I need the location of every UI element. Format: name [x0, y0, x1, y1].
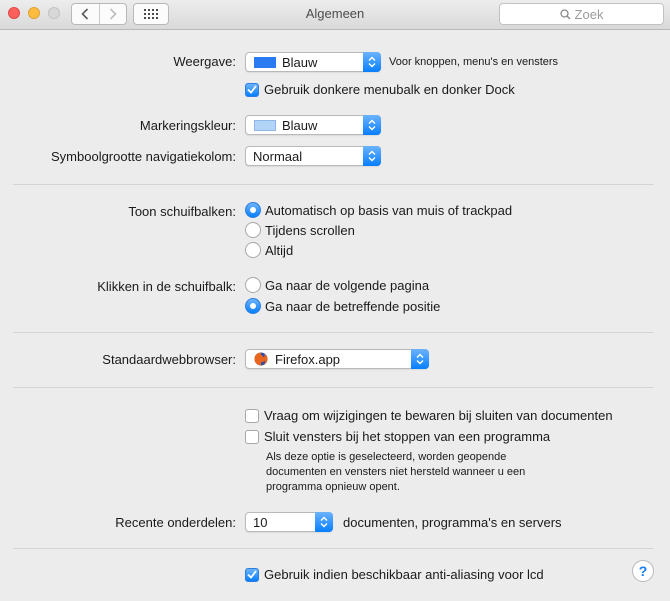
- help-button[interactable]: [632, 560, 654, 582]
- highlight-popup[interactable]: [245, 115, 381, 135]
- appearance-popup[interactable]: [245, 52, 381, 72]
- search-placeholder: Zoek: [574, 6, 604, 22]
- close-windows-checkbox[interactable]: [245, 429, 550, 444]
- highlight-label: Markeringskleur:: [139, 118, 236, 133]
- scroll-click-option-label: Ga naar de betreffende positie: [265, 298, 441, 314]
- appearance-value: Blauw: [282, 54, 318, 70]
- popup-arrows-icon: [363, 146, 381, 166]
- checkbox-checked-icon: [245, 83, 259, 97]
- divider: [13, 548, 654, 549]
- search-input[interactable]: [499, 3, 664, 25]
- dark-menu-label: Gebruik donkere menubalk en donker Dock: [264, 82, 515, 97]
- window-title: Algemeen: [305, 6, 365, 21]
- scrollbars-option-label: Tijdens scrollen: [265, 222, 355, 238]
- popup-arrows-icon: [315, 512, 333, 532]
- scrollbars-radio-when-scrolling[interactable]: [245, 222, 355, 238]
- scrollbars-label: Toon schuifbalken:: [128, 204, 236, 219]
- scroll-click-label: Klikken in de schuifbalk:: [97, 279, 236, 294]
- scroll-click-radio-next-page[interactable]: [245, 277, 429, 293]
- scroll-click-option-label: Ga naar de volgende pagina: [265, 277, 430, 293]
- sidebar-icon-size-label: Symboolgrootte navigatiekolom:: [51, 149, 236, 164]
- ask-keep-changes-label: Vraag om wijzigingen te bewaren bij sluiten van documenten: [264, 408, 613, 423]
- divider: [13, 184, 654, 185]
- checkbox-checked-icon: [245, 568, 259, 582]
- radio-selected-icon: [245, 202, 261, 218]
- browser-label: Standaardwebbrowser:: [102, 352, 236, 367]
- browser-value: Firefox.app: [275, 351, 341, 367]
- scrollbars-radio-always[interactable]: [245, 242, 293, 258]
- recent-items-popup[interactable]: [245, 512, 333, 532]
- search-icon: [560, 9, 571, 20]
- popup-arrows-icon: [363, 115, 381, 135]
- recent-items-suffix: documenten, programma's en servers: [343, 515, 562, 530]
- browser-popup[interactable]: [245, 349, 429, 369]
- popup-arrows-icon: [363, 52, 381, 72]
- highlight-value: Blauw: [282, 117, 318, 133]
- recent-items-value: 10: [253, 514, 268, 530]
- dark-menu-checkbox[interactable]: [245, 82, 515, 97]
- checkbox-unchecked-icon: [245, 409, 259, 423]
- popup-arrows-icon: [411, 349, 429, 369]
- firefox-icon: [254, 352, 268, 366]
- lcd-antialiasing-label: Gebruik indien beschikbaar anti-aliasing voor lcd: [264, 567, 544, 582]
- appearance-color-swatch: [254, 57, 276, 68]
- highlight-color-swatch: [254, 120, 276, 131]
- divider: [13, 387, 654, 388]
- divider: [13, 332, 654, 333]
- appearance-note: Voor knoppen, menu's en vensters: [389, 56, 559, 68]
- radio-unselected-icon: [245, 222, 261, 238]
- sidebar-icon-size-popup[interactable]: [245, 146, 381, 166]
- radio-unselected-icon: [245, 242, 261, 258]
- checkbox-unchecked-icon: [245, 430, 259, 444]
- scroll-click-radio-clicked-spot[interactable]: [245, 298, 440, 314]
- sidebar-icon-size-value: Normaal: [253, 148, 303, 164]
- ask-keep-changes-checkbox[interactable]: [245, 408, 613, 423]
- radio-selected-icon: [245, 298, 261, 314]
- lcd-antialiasing-checkbox[interactable]: [245, 567, 544, 582]
- scrollbars-option-label: Automatisch op basis van muis of trackpad: [265, 202, 513, 218]
- scrollbars-radio-automatic[interactable]: [245, 202, 512, 218]
- scrollbars-option-label: Altijd: [265, 242, 294, 258]
- close-windows-note: Als deze optie is geselecteerd, worden geopende documenten en vensters niet hersteld wanneer u een programma opnieuw opent.: [266, 451, 526, 493]
- close-windows-label: Sluit vensters bij het stoppen van een programma: [264, 429, 551, 444]
- title-bar: [0, 0, 670, 30]
- radio-unselected-icon: [245, 277, 261, 293]
- question-mark-icon: ?: [638, 563, 648, 579]
- recent-items-label: Recente onderdelen:: [115, 515, 236, 530]
- appearance-label: Weergave:: [173, 54, 236, 69]
